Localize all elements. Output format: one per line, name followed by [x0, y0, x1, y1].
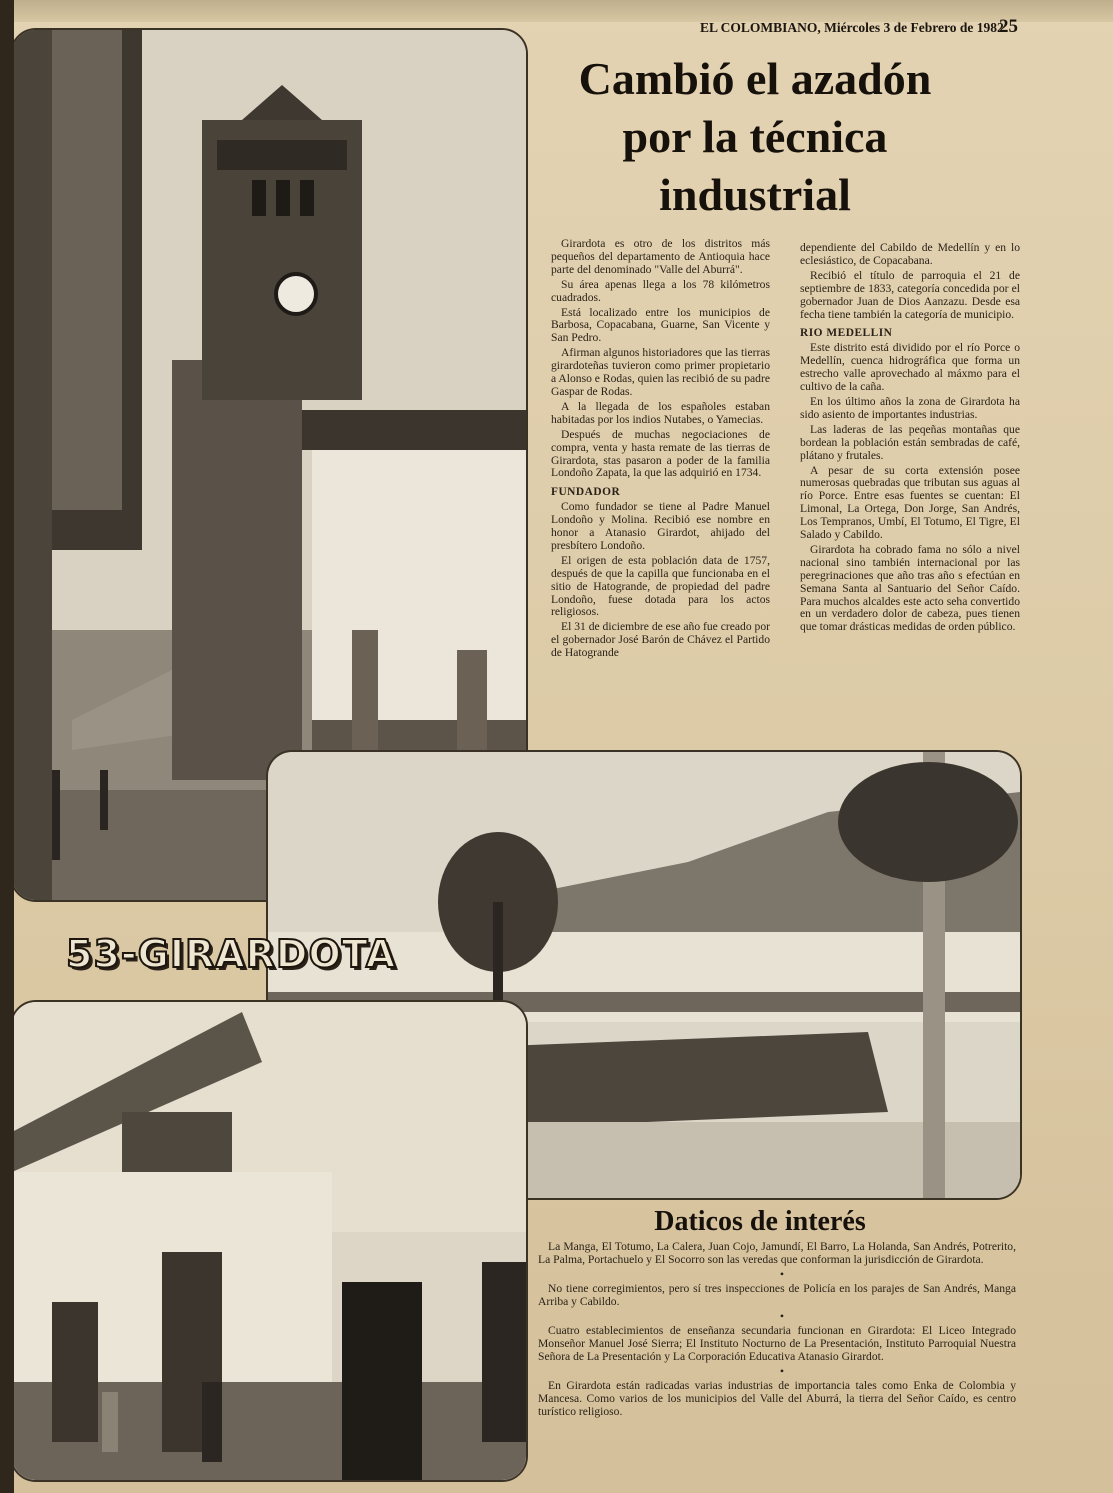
- paragraph: A pesar de su corta extensión posee numerosas quebradas que tributan sus aguas al río Porce. Entre esas fuentes se cuentan: El Limonal, La Ortega, Don Jorge, San Andrés, Los Tempranos, Umbí, El Totumo, El Tigre, El Salado y Cabildo.: [800, 463, 1020, 542]
- paragraph: Su área apenas llega a los 78 kilómetros cuadrados.: [551, 277, 770, 304]
- paragraph: Girardota es otro de los distritos más pequeños del departamento de Antioquia hace parte del denominado "Valle del Aburrá".: [551, 237, 770, 276]
- daticos-title: Daticos de interés: [654, 1206, 866, 1237]
- article-column-2: [800, 242, 1020, 636]
- paragraph: El 31 de diciembre de ese año fue creado por el gobernador José Barón de Chávez el Partido de Hatogrande: [551, 620, 770, 660]
- datico-item: Cuatro establecimientos de enseñanza secundaria funcionan en Girardota: El Liceo Integrado Monseñor Manuel José Sierra; El Instituto Nocturno de La Presentación, Instituto Parroquial Nuestra Señora de La Presentación y La Corporación Educativa Atanasio Girardot.: [538, 1324, 1016, 1363]
- headline-line-3: industrial: [659, 169, 851, 220]
- article-column-1: [551, 238, 770, 662]
- datico-item: La Manga, El Totumo, La Calera, Juan Cojo, Jamundí, El Barro, La Holanda, San Andrés, Potrerito, La Palma, Portachuelo y El Socorro son las veredas que conforman la jurisdicción de Girardota.: [538, 1240, 1016, 1266]
- bullet-icon: •: [779, 1309, 785, 1323]
- bullet-icon: •: [779, 1364, 785, 1378]
- headline-line-1: Cambió el azadón: [578, 53, 932, 104]
- paragraph: Como fundador se tiene al Padre Manuel Londoño y Molina. Recibió ese nombre en honor a Atanasio Girardot, ahijado del presbítero Londoño.: [551, 500, 770, 552]
- masthead: EL COLOMBIANO, Miércoles 3 de Febrero de 1982: [700, 20, 1004, 35]
- daticos-list: [538, 1240, 1016, 1418]
- page-binding-edge: [0, 0, 14, 1493]
- paragraph: En los último años la zona de Girardota ha sido asiento de importantes industrias.: [800, 394, 1020, 421]
- datico-item: No tiene corregimientos, pero sí tres inspecciones de Policía en los parajes de San Andrés, Manga Arriba y Cabildo.: [538, 1282, 1016, 1308]
- paragraph: dependiente del Cabildo de Medellín y en lo eclesiástico, de Copacabana.: [800, 241, 1020, 267]
- paragraph: Después de muchas negociaciones de compra, venta y hasta remate de las tierras de Girardota, stas pasaron a poder de la familia Londoño Zapata, la que las adquirió en 1734.: [551, 427, 770, 480]
- paragraph: Girardota ha cobrado fama no sólo a nivel nacional sino también internacional por las peregrinaciones que año tras año s efectúan en Semana Santa al Santuario del Señor Caído. Para muchos alcaldes este acto seha convertido en un verdadero dolor de cabeza, pues tienen que tomar drásticas medidas de orden público.: [800, 542, 1020, 634]
- paragraph: Afirman algunos historiadores que las tierras girardoteñas tuvieron como primer propietario a Alonso e Rodas, quien las recibió de su padre Gaspar de Rodas.: [551, 346, 770, 398]
- bullet-icon: •: [779, 1267, 785, 1281]
- paragraph: Está localizado entre los municipios de Barbosa, Copacabana, Guarne, San Vicente y San Pedro.: [551, 305, 770, 345]
- paragraph: Las laderas de las peqeñas montañas que bordean la población están sembradas de café, plátano y frutales.: [800, 422, 1020, 462]
- corner-house-photo: [10, 1000, 528, 1482]
- paragraph: El origen de esta población data de 1757, después de que la capilla que funcionaba en el sitio de Hatogrande, de propiedad del padre Londoño, fuese dotada para los actos religiosos.: [551, 553, 770, 619]
- page-number: 25: [999, 16, 1018, 37]
- paragraph: Este distrito está dividido por el río Porce o Medellín, cuenca hidrográfica que forma un estrecho valle aprovechado al máxmo para el cultivo de la caña.: [800, 341, 1020, 394]
- section-heading-fundador: FUNDADOR: [551, 486, 621, 499]
- paragraph: A la llegada de los españoles estaban habitadas por los indios Nutabes, o Yamecias.: [551, 399, 770, 426]
- page-top-edge: [0, 0, 1113, 22]
- series-label: 53-GIRARDOTA: [66, 932, 397, 976]
- paragraph: Recibió el título de parroquia el 21 de septiembre de 1833, categoría concedida por el gobernador Juan de Dios Aanzazu. Desde esa fecha tiene también la categoría de municipio.: [800, 268, 1020, 321]
- headline: [535, 50, 975, 224]
- datico-item: En Girardota están radicadas varias industrias de importancia tales como Enka de Colombia y Mancesa. Como varios de los municipios del Valle del Aburrá, la tierra del Señor Caído, es centro turístico religioso.: [538, 1379, 1016, 1418]
- headline-line-2: por la técnica: [622, 111, 888, 162]
- section-heading-rio-medellin: RIO MEDELLIN: [800, 327, 893, 340]
